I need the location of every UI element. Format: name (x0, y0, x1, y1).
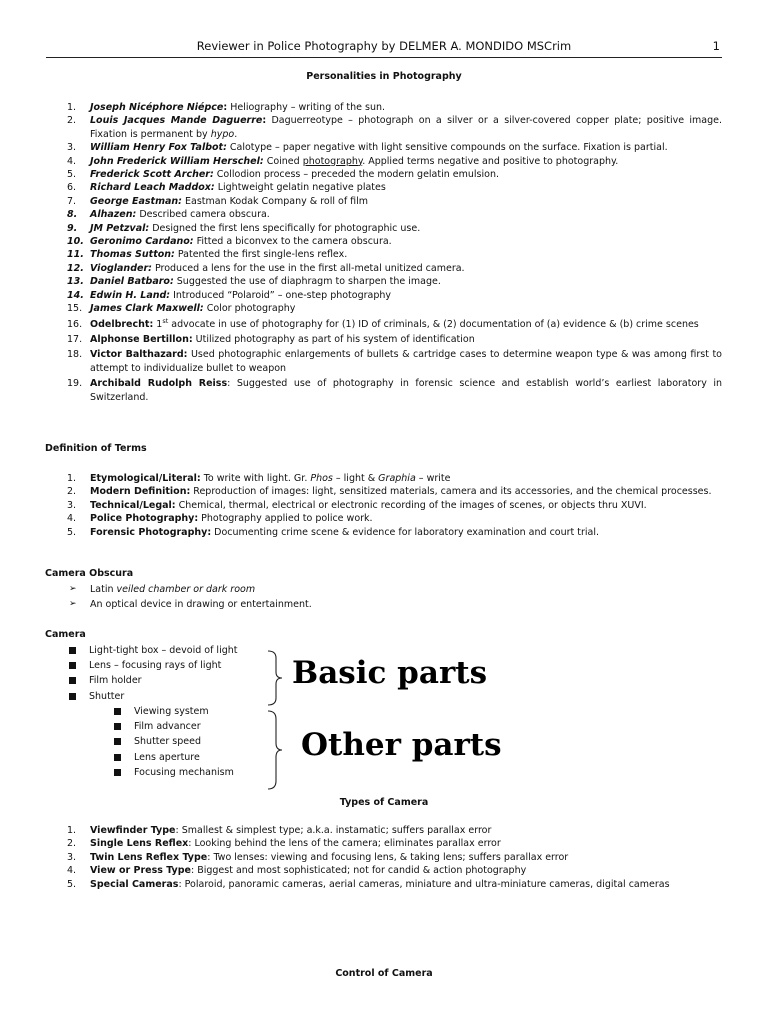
personality-name: Richard Leach Maddox: (90, 182, 215, 194)
item-number: 18. (67, 349, 83, 361)
personality-desc: Introduced “Polaroid” – one-step photography (170, 289, 392, 301)
list-item (45, 262, 722, 275)
personality-name: Victor Balthazard: (90, 349, 188, 361)
definitions-list (45, 472, 722, 539)
basic-parts-list (67, 643, 238, 704)
list-item (45, 235, 722, 248)
personality-name: Archibald Rudolph Reiss (90, 378, 228, 390)
item-number: 4. (67, 865, 77, 877)
superscript: st (162, 316, 169, 325)
item-number: 4. (67, 513, 77, 525)
item-number: 3. (67, 851, 77, 863)
obscura-text: An optical device in drawing or entertainment. (90, 599, 312, 611)
personality-name: Joseph Nicéphore Niépce (90, 102, 224, 113)
item-number: 1. (67, 825, 77, 836)
camera-type: Single Lens Reflex (90, 838, 189, 850)
camera-part: Light-tight box – devoid of light (89, 645, 238, 656)
definition-term: Forensic Photography: (90, 526, 212, 538)
italic-term: veiled chamber or dark room (116, 584, 256, 595)
list-item (45, 878, 722, 891)
item-number: 11. (67, 249, 84, 261)
personality-desc: Daguerreotype – photograph on a silver or a silver-covered copper plate; positive image. Fixation is permanent by (90, 115, 722, 140)
page-number: 1 (712, 39, 720, 53)
camera-part: Film holder (89, 675, 142, 687)
definition-desc: Chemical, thermal, electrical or electronic recording of the images of scenes, or objects thru XUVI. (175, 499, 647, 511)
personality-name: Frederick Scott Archer: (90, 169, 214, 181)
italic-term: Phos (310, 473, 333, 484)
list-item (67, 673, 238, 688)
italic-term: hypo (210, 128, 235, 140)
list-item (45, 499, 722, 512)
personality-name: Edwin H. Land: (90, 289, 171, 301)
square-bullet-icon (69, 662, 76, 669)
arrow-bullet-icon: ➢ (69, 599, 77, 610)
square-bullet-icon (69, 647, 76, 654)
item-number: 10. (67, 236, 84, 248)
basic-parts-label: Basic parts (292, 655, 488, 691)
camera-part: Lens aperture (134, 751, 200, 763)
list-item (67, 658, 238, 673)
personality-desc: Heliography – writing of the sun. (227, 102, 386, 113)
list-item (45, 114, 722, 141)
camera-type: Viewfinder Type (90, 825, 176, 836)
camera-type: View or Press Type (90, 865, 191, 877)
definition-desc: – write (415, 473, 451, 484)
item-number: 3. (67, 142, 77, 154)
definition-desc: Documenting crime scene & evidence for laboratory examination and court trial. (211, 526, 600, 538)
item-number: 2. (67, 486, 77, 498)
types-list (45, 824, 722, 891)
personality-desc: Calotype – paper negative with light sensitive compounds on the surface. Fixation is partial. (226, 142, 668, 154)
personality-name: Vioglander: (90, 262, 152, 274)
personality-desc: Eastman Kodak Company & roll of film (181, 195, 369, 207)
item-number: 2. (67, 838, 77, 850)
list-item (67, 689, 238, 704)
personality-name: William Henry Fox Talbot: (90, 142, 227, 154)
personality-desc: Produced a lens for the use in the first all-metal unitized camera. (151, 262, 465, 274)
personality-name: James Clark Maxwell: (90, 303, 204, 315)
item-number: 14. (67, 289, 84, 301)
colon: : (262, 115, 267, 127)
header-title: Reviewer in Police Photography by DELMER A. MONDIDO MSCrim (196, 39, 572, 53)
definition-desc: Photography applied to police work. (198, 513, 373, 525)
square-bullet-icon (69, 693, 76, 700)
item-number: 15. (67, 303, 83, 315)
item-number: 17. (67, 333, 83, 345)
colon: : (223, 102, 228, 113)
list-item (45, 222, 722, 235)
personality-name: Louis Jacques Mande Daguerre (90, 115, 263, 127)
list-item (45, 302, 722, 315)
basic-parts-brace (264, 650, 284, 706)
camera-part: Viewing system (134, 706, 209, 717)
item-number: 2. (67, 115, 77, 127)
square-bullet-icon (114, 708, 121, 715)
control-title: Control of Camera (335, 968, 433, 979)
other-parts-label: Other parts (301, 727, 502, 763)
personality-desc: Used photographic enlargements of bullets & cartridge cases to determine weapon type & was among first to attempt to individualize bullet to weapon (90, 349, 722, 374)
page-header (46, 39, 722, 58)
list-item (45, 333, 722, 346)
list-item (45, 208, 722, 221)
personalities-list (45, 101, 722, 404)
list-item (67, 597, 312, 612)
list-item (45, 101, 722, 114)
list-item (45, 318, 722, 331)
personality-desc: Described camera obscura. (136, 209, 270, 221)
camera-part: Shutter speed (134, 736, 201, 748)
desc-end: . Applied terms negative and positive to photography. (362, 155, 619, 167)
italic-term: Graphia (378, 473, 416, 484)
camera-type-desc: : Biggest and most sophisticated; not for candid & action photography (190, 865, 527, 877)
definition-term: Etymological/Literal: (90, 473, 201, 484)
item-number: 5. (67, 169, 77, 181)
camera-type: Special Cameras (90, 878, 179, 890)
personality-desc: Designed the first lens specifically for photographic use. (149, 222, 421, 234)
list-item (45, 377, 722, 404)
obscura-text: Latin (90, 584, 117, 595)
list-item (45, 526, 722, 539)
personality-desc: Suggested the use of diaphragm to sharpen the image. (173, 276, 441, 288)
item-number: 5. (67, 526, 77, 538)
camera-obscura-list (67, 582, 312, 613)
personality-name: JM Petzval: (90, 222, 150, 234)
item-number: 7. (67, 195, 77, 207)
item-number: 3. (67, 499, 77, 511)
personalities-title: Personalities in Photography (306, 71, 462, 82)
list-item (112, 734, 234, 749)
list-item (45, 141, 722, 154)
personality-name: Odelbrecht: (90, 318, 154, 330)
other-parts-list (112, 704, 234, 780)
personality-desc: Lightweight gelatin negative plates (214, 182, 386, 194)
square-bullet-icon (69, 677, 76, 684)
list-item (112, 765, 234, 780)
personality-name: Thomas Sutton: (90, 249, 175, 261)
desc-end: . (234, 128, 238, 140)
personality-desc: Utilized photography as part of his system of identification (192, 333, 475, 345)
camera-type-desc: : Looking behind the lens of the camera; eliminates parallax error (188, 838, 501, 850)
item-number: 1. (67, 473, 77, 484)
list-item (112, 750, 234, 765)
definition-term: Modern Definition: (90, 486, 191, 498)
item-number: 4. (67, 155, 77, 167)
list-item (67, 643, 238, 658)
list-item (45, 837, 722, 850)
definition-term: Police Photography: (90, 513, 199, 525)
personality-desc: Collodion process – preceded the modern gelatin emulsion. (213, 169, 499, 181)
personality-name: John Frederick William Herschel: (90, 155, 264, 167)
personality-desc: Fitted a biconvex to the camera obscura. (193, 236, 392, 248)
underlined-term: photography (302, 155, 363, 167)
square-bullet-icon (114, 769, 121, 776)
camera-part: Focusing mechanism (134, 766, 234, 778)
list-item (45, 348, 722, 375)
camera-title: Camera (45, 629, 86, 640)
item-number: 16. (67, 318, 83, 330)
other-parts-brace (264, 710, 284, 790)
list-item (45, 181, 722, 194)
camera-type: Twin Lens Reflex Type (90, 851, 208, 863)
list-item (45, 275, 722, 288)
item-number: 5. (67, 878, 77, 890)
camera-part: Shutter (89, 690, 125, 702)
types-title: Types of Camera (339, 797, 429, 808)
personality-name: Geronimo Cardano: (90, 236, 194, 248)
list-item (45, 824, 722, 837)
definition-desc: – light & (332, 473, 379, 484)
item-number: 13. (67, 276, 84, 288)
camera-part: Lens – focusing rays of light (89, 660, 222, 672)
personality-name: Daniel Batbaro: (90, 276, 174, 288)
desc-end: advocate in use of photography for (1) ID of criminals, & (2) documentation of (a) evidence & (b) crime scenes (168, 318, 699, 330)
item-number: 1. (67, 102, 77, 113)
personality-desc: : Suggested use of photography in forensic science and establish world’s earliest laboratory in Switzerland. (90, 378, 722, 403)
personality-name: Alhazen: (90, 209, 137, 221)
camera-type-desc: : Smallest & simplest type; a.k.a. instamatic; suffers parallax error (175, 825, 492, 836)
personality-desc: Color photography (203, 303, 296, 315)
camera-part: Film advancer (134, 721, 201, 733)
personality-desc: Patented the first single-lens reflex. (174, 249, 348, 261)
list-item (112, 719, 234, 734)
list-item (112, 704, 234, 719)
item-number: 6. (67, 182, 77, 194)
definition-term: Technical/Legal: (90, 499, 176, 511)
list-item (45, 864, 722, 877)
definitions-title: Definition of Terms (45, 443, 147, 454)
list-item (45, 195, 722, 208)
item-number: 12. (67, 262, 84, 274)
square-bullet-icon (114, 723, 121, 730)
definition-desc: Reproduction of images: light, sensitized materials, camera and its accessories, and the chemical processes. (190, 486, 712, 498)
list-item (45, 248, 722, 261)
item-number: 9. (67, 222, 78, 234)
list-item (45, 168, 722, 181)
square-bullet-icon (114, 738, 121, 745)
personality-name: George Eastman: (90, 195, 182, 207)
personality-name: Alphonse Bertillon: (90, 333, 193, 345)
arrow-bullet-icon: ➢ (69, 584, 77, 594)
list-item (45, 472, 722, 485)
square-bullet-icon (114, 754, 121, 761)
list-item (45, 289, 722, 302)
item-number: 19. (67, 378, 83, 390)
list-item (45, 485, 722, 498)
camera-type-desc: : Polaroid, panoramic cameras, aerial cameras, miniature and ultra-miniature cameras, digital cameras (178, 878, 670, 890)
personality-desc: Coined (263, 155, 303, 167)
list-item (45, 851, 722, 864)
definition-desc: To write with light. Gr. (200, 473, 311, 484)
camera-obscura-title: Camera Obscura (45, 568, 134, 579)
list-item (45, 512, 722, 525)
personality-desc: 1 (153, 318, 163, 330)
item-number: 8. (67, 209, 78, 221)
list-item (67, 582, 312, 597)
camera-type-desc: : Two lenses: viewing and focusing lens, & taking lens; suffers parallax error (207, 851, 569, 863)
list-item (45, 155, 722, 168)
